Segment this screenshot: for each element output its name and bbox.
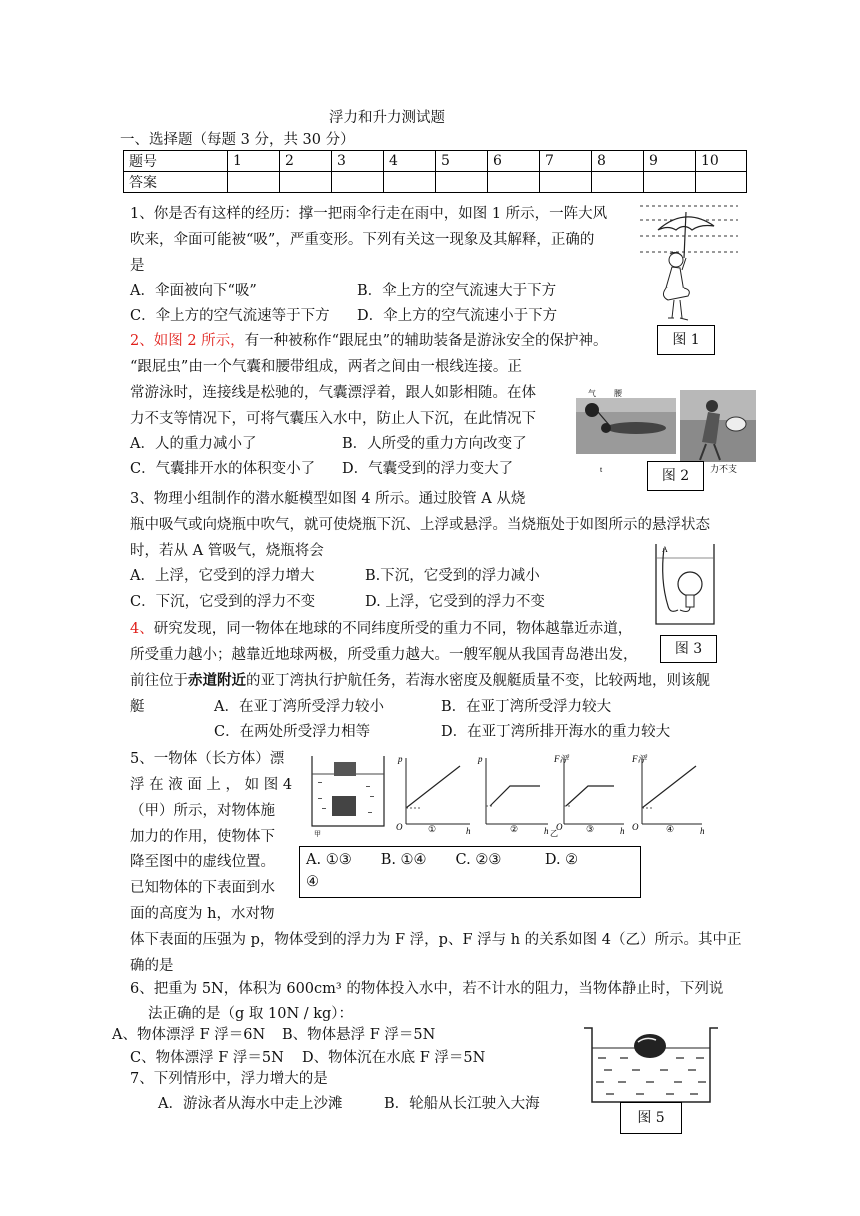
q4-line1 xyxy=(130,619,632,639)
q2-option-c[interactable]: C．气囊排开水的体积变小了 xyxy=(130,461,316,477)
table-row xyxy=(124,151,747,172)
answer-cell[interactable] xyxy=(332,172,384,193)
table-cell: 答案 xyxy=(124,172,228,193)
q5-line7: 面的高度为 h，水对物 xyxy=(130,906,275,922)
graph-1-number: ① xyxy=(428,824,437,834)
graph-3-origin: O xyxy=(556,822,563,832)
q4-text-c: 的亚丁湾执行护航任务，若海水密度及舰艇质量不变，比较两地，则该舰 xyxy=(246,673,710,689)
q2-line2: “跟屁虫”由一个气囊和腰带组成，两者之间由一根线连接。正 xyxy=(130,359,522,375)
q4-option-c[interactable]: C．在两处所受浮力相等 xyxy=(214,724,371,740)
q3-option-d[interactable]: D. 上浮，它受到的浮力不变 xyxy=(365,594,545,610)
graph-4-xlabel: h xyxy=(700,826,705,836)
q6-option-a[interactable]: A、物体漂浮 F 浮＝6N xyxy=(112,1027,266,1043)
q6-option-b[interactable]: B、物体悬浮 F 浮＝5N xyxy=(282,1027,436,1043)
graph-1-origin: O xyxy=(396,822,403,832)
q4-option-d[interactable]: D．在亚丁湾所排开海水的重力较大 xyxy=(441,724,671,740)
q6-option-d[interactable]: D、物体沉在水底 F 浮＝5N xyxy=(302,1050,486,1066)
page-title: 浮力和升力测试题 xyxy=(329,110,445,126)
table-cell: 7 xyxy=(540,151,592,172)
q2-line1 xyxy=(130,331,608,351)
table-cell: 10 xyxy=(696,151,747,172)
q4-option-b[interactable]: B．在亚丁湾所受浮力较大 xyxy=(441,699,612,715)
graph-2-xlabel: h xyxy=(544,826,549,836)
q2-line4: 力不支等情况下，可将气囊压入水中，防止人下沉，在此情况下 xyxy=(130,411,536,427)
graph-3-ylabel: F浮 xyxy=(554,754,569,764)
q2-fig-label-1: 气 xyxy=(588,389,596,398)
figure-2-label: 图 2 xyxy=(647,461,704,491)
q5-line3: （甲）所示，对物体施 xyxy=(130,803,275,819)
answer-cell[interactable] xyxy=(644,172,696,193)
figure-3-label: 图 3 xyxy=(660,635,717,663)
q1-option-b[interactable]: B．伞上方的空气流速大于下方 xyxy=(357,283,557,299)
q3-option-c[interactable]: C．下沉，它受到的浮力不变 xyxy=(130,594,316,610)
fig4-label-jia: 甲 xyxy=(314,830,321,838)
answer-table xyxy=(123,150,747,193)
q4-option-a[interactable]: A．在亚丁湾所受浮力较小 xyxy=(214,699,384,715)
q2-option-b[interactable]: B．人所受的重力方向改变了 xyxy=(342,436,527,452)
q4-text: 研究发现，同一物体在地球的不同纬度所受的重力不同，物体越靠近赤道， xyxy=(153,621,633,637)
q3-line3: 时，若从 A 管吸气，烧瓶将会 xyxy=(130,543,324,559)
graph-2-number: ② xyxy=(510,824,519,834)
table-cell: 4 xyxy=(384,151,436,172)
q7-option-b[interactable]: B．轮船从长江驶入大海 xyxy=(384,1096,540,1112)
q5-line9: 确的是 xyxy=(130,958,174,974)
q6-line2: 法正确的是（g 取 10N / kg）： xyxy=(148,1006,354,1022)
q2-option-a[interactable]: A．人的重力减小了 xyxy=(130,436,257,452)
answer-cell[interactable] xyxy=(436,172,488,193)
graphs-figure xyxy=(310,752,710,838)
q2-fig-caption-left: t xyxy=(600,465,603,474)
answer-cell[interactable] xyxy=(228,172,280,193)
answer-cell[interactable] xyxy=(592,172,644,193)
graph-4-number: ④ xyxy=(666,824,675,834)
q2-fig-label-2: 腰 xyxy=(614,389,622,398)
q4-emphasis: 赤道附近 xyxy=(188,672,246,689)
graph-3-xlabel: h xyxy=(620,826,625,836)
graph-3 xyxy=(553,754,625,836)
table-cell: 1 xyxy=(228,151,280,172)
graph-4-ylabel: F浮 xyxy=(632,754,647,764)
answer-cell[interactable] xyxy=(488,172,540,193)
q3-option-a[interactable]: A．上浮，它受到的浮力增大 xyxy=(130,568,315,584)
q1-option-c[interactable]: C．伞上方的空气流速等于下方 xyxy=(130,308,330,324)
q1-option-d[interactable]: D．伞上方的空气流速小于下方 xyxy=(357,308,558,324)
q5-line5: 降至图中的虚线位置。 xyxy=(130,854,275,870)
q4-line2: 所受重力越小；越靠近地球两极，所受重力越大。一艘军舰从我国青岛港出发， xyxy=(130,647,638,663)
fig4-label-yi: 乙 xyxy=(550,829,558,838)
table-cell: 3 xyxy=(332,151,384,172)
answer-cell[interactable] xyxy=(540,172,592,193)
q5-options-box xyxy=(299,846,641,898)
answer-cell[interactable] xyxy=(280,172,332,193)
q3-line2: 瓶中吸气或向烧瓶中吹气，就可使烧瓶下沉、上浮或悬浮。当烧瓶处于如图所示的悬浮状态 xyxy=(130,517,710,533)
q5-options-line1[interactable]: A. ①③ B. ①④ C. ②③ D. ② xyxy=(306,852,579,868)
q1-line1: 1、你是否有这样的经历：撑一把雨伞行走在雨中，如图 1 所示，一阵大风 xyxy=(130,206,608,222)
q5-line1: 5、一物体（长方体）漂 xyxy=(130,751,285,767)
q7-option-a[interactable]: A．游泳者从海水中走上沙滩 xyxy=(158,1096,343,1112)
q2-number: 2、如图 2 所示， xyxy=(130,333,245,349)
floating-object-figure xyxy=(580,1024,720,1108)
graph-1 xyxy=(396,754,471,836)
graph-1-ylabel: p xyxy=(398,754,403,764)
table-cell: 5 xyxy=(436,151,488,172)
q1-line2: 吹来，伞面可能被“吸”，严重变形。下列有关这一现象及其解释，正确的 xyxy=(130,232,595,248)
q2-option-d[interactable]: D．气囊受到的浮力变大了 xyxy=(342,461,514,477)
q4-text-a: 前往位于 xyxy=(130,673,188,689)
q1-option-a[interactable]: A．伞面被向下“吸” xyxy=(130,283,257,299)
q4-number: 4、 xyxy=(130,621,154,637)
submarine-model-figure xyxy=(650,540,720,630)
figure-1-label: 图 1 xyxy=(657,325,715,355)
graph-4 xyxy=(631,754,705,836)
q5-options-line2[interactable]: ④ xyxy=(306,874,319,890)
q1-line3: 是 xyxy=(130,258,145,274)
graph-2 xyxy=(477,754,558,838)
table-cell: 6 xyxy=(488,151,540,172)
graph-4-origin: O xyxy=(632,822,639,832)
q2-fig-caption-right: 力不支 xyxy=(710,464,738,474)
graph-3-number: ③ xyxy=(586,824,595,834)
q5-line2: 浮 在 液 面 上 ， 如 图 4 xyxy=(130,777,293,793)
q3-option-b[interactable]: B.下沉，它受到的浮力减小 xyxy=(365,568,540,584)
table-cell: 9 xyxy=(644,151,696,172)
q6-option-c[interactable]: C、物体漂浮 F 浮＝5N xyxy=(130,1050,284,1066)
umbrella-figure xyxy=(640,196,740,326)
q6-line1: 6、把重为 5N，体积为 600cm³ 的物体投入水中，若不计水的阻力，当物体静止时，下列说 xyxy=(130,981,724,997)
table-cell: 2 xyxy=(280,151,332,172)
graph-1-xlabel: h xyxy=(466,826,471,836)
q5-line6: 已知物体的下表面到水 xyxy=(130,880,275,896)
answer-cell[interactable] xyxy=(384,172,436,193)
table-cell: 题号 xyxy=(124,151,228,172)
section-heading: 一、选择题（每题 3 分，共 30 分） xyxy=(120,132,355,148)
q5-line8: 体下表面的压强为 p，物体受到的浮力为 F 浮，p、F 浮与 h 的关系如图 4（乙）所示。其中正 xyxy=(130,932,742,948)
q3-fig-label: A xyxy=(662,545,668,554)
q5-line4: 加力的作用，使物体下 xyxy=(130,829,275,845)
container-diagram xyxy=(312,756,384,838)
table-cell: 8 xyxy=(592,151,644,172)
q2-line3: 常游泳时，连接线是松驰的，气囊漂浮着，跟人如影相随。在体 xyxy=(130,385,536,401)
q2-text: 有一种被称作“跟屁虫”的辅助装备是游泳安全的保护神。 xyxy=(244,333,608,349)
figure-5-label: 图 5 xyxy=(620,1102,682,1134)
q7-line1: 7、下列情形中，浮力增大的是 xyxy=(130,1071,328,1087)
q3-line1: 3、物理小组制作的潜水艇模型如图 4 所示。通过胶管 A 从烧 xyxy=(130,491,526,507)
q4-line3 xyxy=(130,671,710,691)
q4-line4: 艇 xyxy=(130,699,145,715)
table-row xyxy=(124,172,747,193)
answer-cell[interactable] xyxy=(696,172,747,193)
graph-2-ylabel: p xyxy=(478,754,483,764)
